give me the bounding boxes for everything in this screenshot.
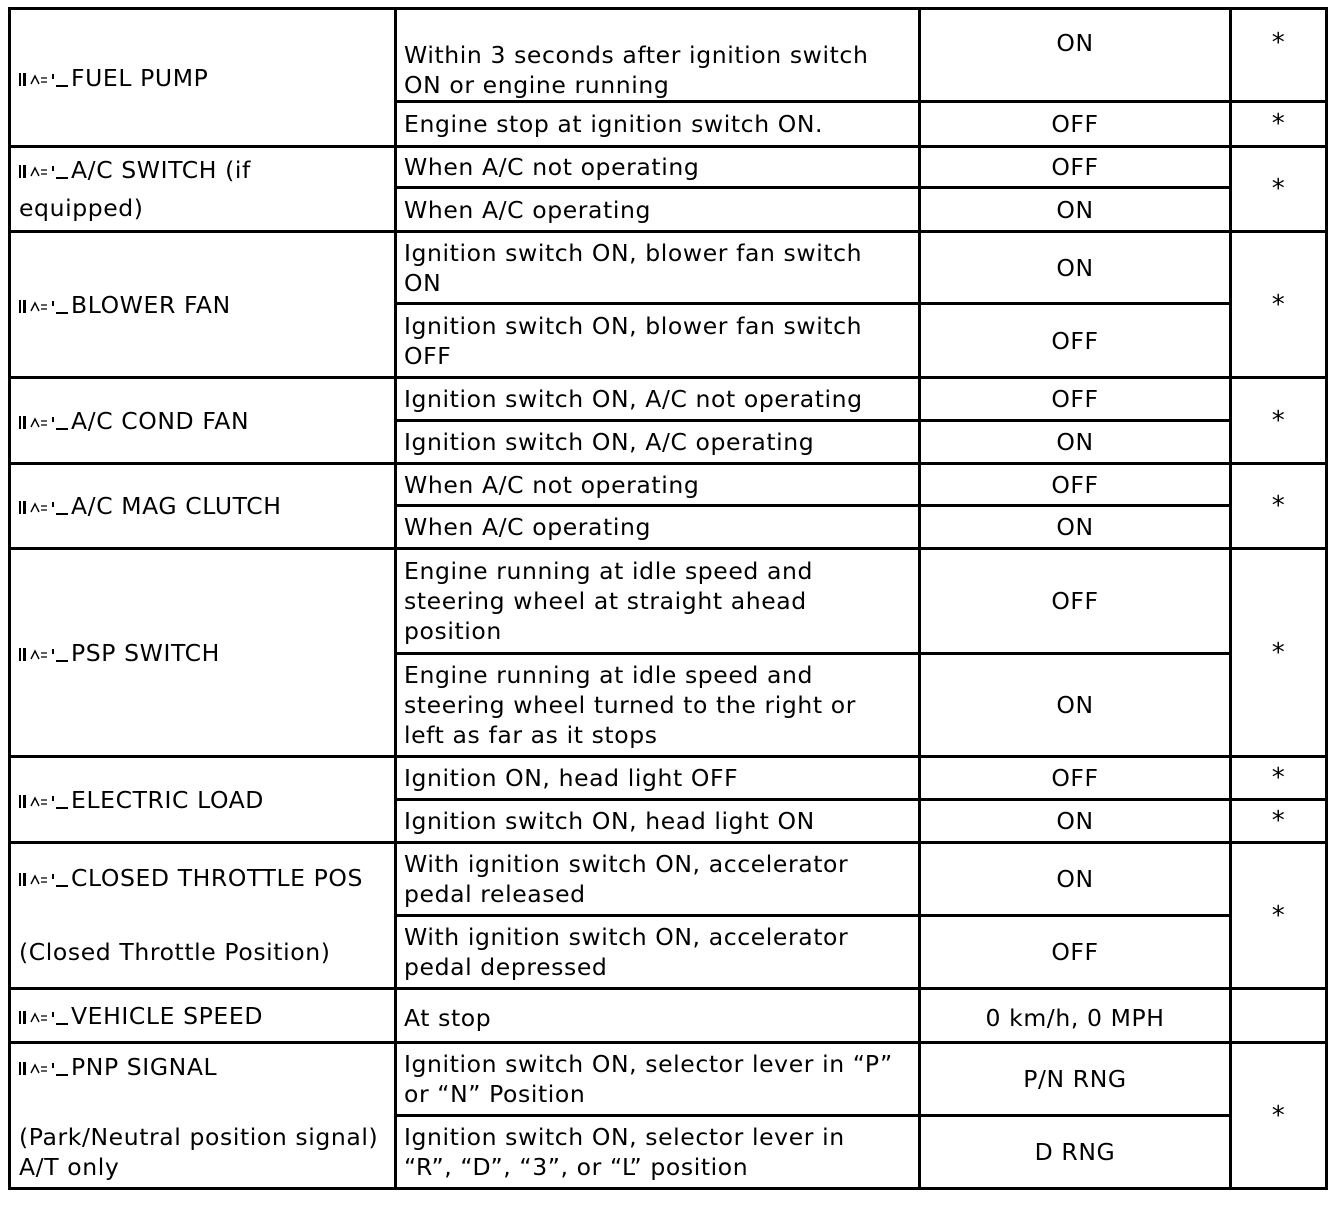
note-marker: * [1271,27,1286,58]
value-cell: OFF [1051,110,1099,138]
condition-cell: When A/C not operating [404,153,700,181]
item-label: FUEL PUMP [71,63,209,92]
item-cell [11,465,394,547]
note-marker: * [1271,174,1286,204]
item-label: VEHICLE SPEED [71,1001,264,1030]
value-cell: ON [1056,513,1094,541]
value-cell: OFF [1051,470,1099,499]
monitor-item-icon [19,153,71,171]
condition-cell: When A/C operating [404,513,651,541]
note-marker: * [1271,289,1286,320]
note-marker: * [1271,491,1286,521]
value-cell: ON [1056,428,1094,456]
note-marker: * [1271,405,1286,436]
condition-cell: Within 3 seconds after ignition switch ON or engine running [404,41,869,99]
note-marker: * [1271,1100,1286,1131]
value-cell: OFF [1051,385,1099,413]
value-cell: OFF [1051,587,1099,615]
item-cell [11,10,394,145]
item-sublabel: (Park/Neutral position signal) A/T only [19,1122,379,1181]
note-marker: * [1271,637,1286,668]
condition-cell: At stop [404,1003,492,1032]
rule [1325,7,1328,1190]
monitor-item-icon [19,1052,71,1070]
condition-cell: Ignition ON, head light OFF [404,764,739,792]
monitor-item-icon [19,787,71,805]
item-cell [11,550,394,755]
item-label: A/C MAG CLUTCH [71,492,282,520]
value-cell: ON [1056,253,1094,282]
item-sublabel: (Closed Throttle Position) [19,938,331,966]
monitor-item-icon [19,862,71,880]
item-cell [11,379,394,462]
condition-cell: Ignition switch ON, blower fan switch ON [404,238,863,297]
value-cell: OFF [1051,938,1099,966]
note-marker: * [1271,806,1286,836]
value-cell: OFF [1051,764,1099,792]
item-cell [11,233,394,376]
condition-cell: Engine stop at ignition switch ON. [404,110,824,138]
note-marker: * [1271,900,1286,931]
value-cell: D RNG [1034,1138,1116,1166]
condition-cell: Ignition switch ON, selector lever in “R”, “D”, “3”, or “L” position [404,1123,845,1181]
value-cell: OFF [1051,153,1099,181]
item-cell [11,844,394,987]
item-label: CLOSED THROTTLE POS [71,864,364,892]
value-cell: ON [1056,865,1094,893]
item-label: PNP SIGNAL [71,1052,218,1081]
condition-cell: Ignition switch ON, blower fan switch OFF [404,311,863,370]
item-cell [11,1044,394,1187]
value-cell: ON [1056,807,1094,835]
note-marker: * [1271,109,1286,139]
condition-cell: Engine running at idle speed and steering wheel turned to the right or left as far as it stops [404,661,856,749]
condition-cell: Ignition switch ON, selector lever in “P” or “N” Position [404,1050,893,1108]
monitor-item-icon [19,408,71,426]
condition-cell: With ignition switch ON, accelerator pedal depressed [404,923,849,981]
monitor-item-icon [19,493,71,511]
monitor-item-icon [19,65,71,83]
item-label: BLOWER FAN [71,290,231,319]
condition-cell: Ignition switch ON, head light ON [404,807,815,835]
condition-cell: When A/C operating [404,195,651,224]
condition-cell: Engine running at idle speed and steering wheel at straight ahead position [404,557,814,645]
condition-cell: With ignition switch ON, accelerator pedal released [404,850,849,908]
item-label: ELECTRIC LOAD [71,785,265,814]
monitor-item-icon [19,640,71,658]
note-marker: * [1271,763,1286,793]
item-cell [11,148,394,230]
monitor-item-icon [19,292,71,310]
value-cell: ON [1056,28,1094,57]
item-label: PSP SWITCH [71,638,220,667]
value-cell: ON [1056,691,1094,719]
value-cell: P/N RNG [1023,1065,1127,1093]
value-cell: 0 km/h, 0 MPH [985,1003,1165,1032]
value-cell: ON [1056,195,1094,224]
item-label: A/C SWITCH (if equipped) [19,156,251,222]
item-label: A/C COND FAN [71,406,250,435]
condition-cell: When A/C not operating [404,470,700,499]
condition-cell: Ignition switch ON, A/C not operating [404,385,863,413]
condition-cell: Ignition switch ON, A/C operating [404,428,815,456]
value-cell: OFF [1051,326,1099,355]
